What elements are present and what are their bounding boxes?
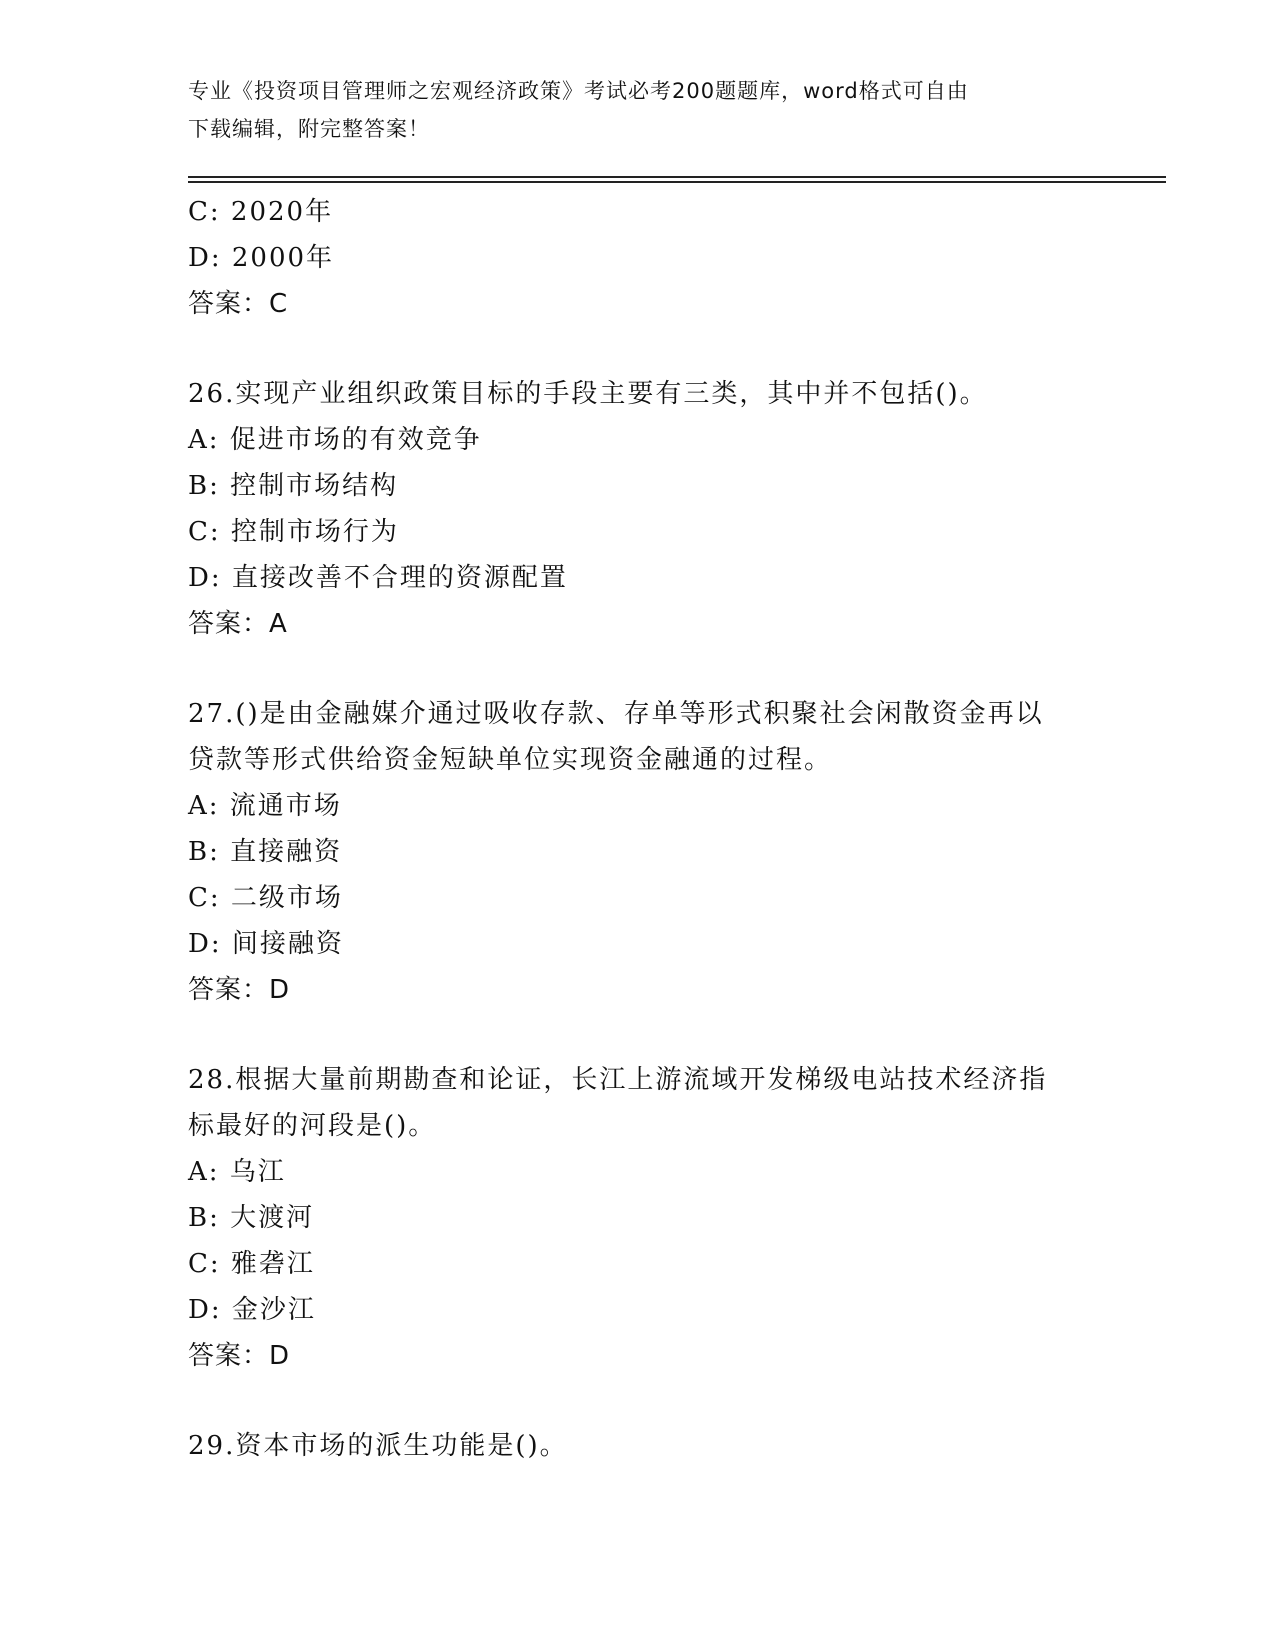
header-line-2: 下载编辑，附完整答案！ bbox=[188, 117, 430, 141]
question-stem-line-2: 贷款等形式供给资金短缺单位实现资金融通的过程。 bbox=[188, 745, 833, 775]
question-stem-line-1: 28.根据大量前期勘查和论证，长江上游流域开发梯级电站技术经济指 bbox=[188, 1065, 1048, 1095]
header-line-1: 专业《投资项目管理师之宏观经济政策》考试必考200题题库，word格式可自由 bbox=[188, 79, 969, 103]
option-b: B: 大渡河 bbox=[188, 1203, 315, 1233]
answer: 答案：D bbox=[188, 1341, 291, 1371]
option-b: B: 直接融资 bbox=[188, 837, 343, 867]
option-a: A: 促进市场的有效竞争 bbox=[188, 425, 482, 455]
option-d: D: 间接融资 bbox=[188, 929, 344, 959]
option-a: A: 乌江 bbox=[188, 1157, 286, 1187]
option-b: B: 控制市场结构 bbox=[188, 471, 399, 501]
answer: 答案：D bbox=[188, 975, 291, 1005]
option-c: C: 2020年 bbox=[188, 197, 334, 227]
question-25-continued bbox=[188, 189, 1088, 327]
question-list bbox=[188, 189, 1088, 1469]
option-d: D: 2000年 bbox=[188, 243, 335, 273]
option-c: C: 控制市场行为 bbox=[188, 517, 399, 547]
question-stem-line-2: 标最好的河段是()。 bbox=[188, 1111, 437, 1141]
question-29 bbox=[188, 1423, 1088, 1469]
document-header bbox=[188, 72, 1088, 148]
question-28 bbox=[188, 1057, 1088, 1379]
question-spacer bbox=[188, 647, 1088, 691]
question-27 bbox=[188, 691, 1088, 1013]
question-stem-line-1: 27.()是由金融媒介通过吸收存款、存单等形式积聚社会闲散资金再以 bbox=[188, 699, 1044, 729]
question-spacer bbox=[188, 327, 1088, 371]
option-c: C: 二级市场 bbox=[188, 883, 343, 913]
answer: 答案：A bbox=[188, 609, 288, 639]
header-divider-bottom bbox=[188, 181, 1166, 183]
answer: 答案：C bbox=[188, 289, 289, 319]
question-stem: 26.实现产业组织政策目标的手段主要有三类，其中并不包括()。 bbox=[188, 379, 988, 409]
option-d: D: 直接改善不合理的资源配置 bbox=[188, 563, 568, 593]
option-c: C: 雅砻江 bbox=[188, 1249, 315, 1279]
header-divider-top bbox=[188, 176, 1166, 178]
question-spacer bbox=[188, 1379, 1088, 1423]
question-spacer bbox=[188, 1013, 1088, 1057]
option-a: A: 流通市场 bbox=[188, 791, 342, 821]
question-stem: 29.资本市场的派生功能是()。 bbox=[188, 1431, 568, 1461]
question-26 bbox=[188, 371, 1088, 647]
option-d: D: 金沙江 bbox=[188, 1295, 316, 1325]
